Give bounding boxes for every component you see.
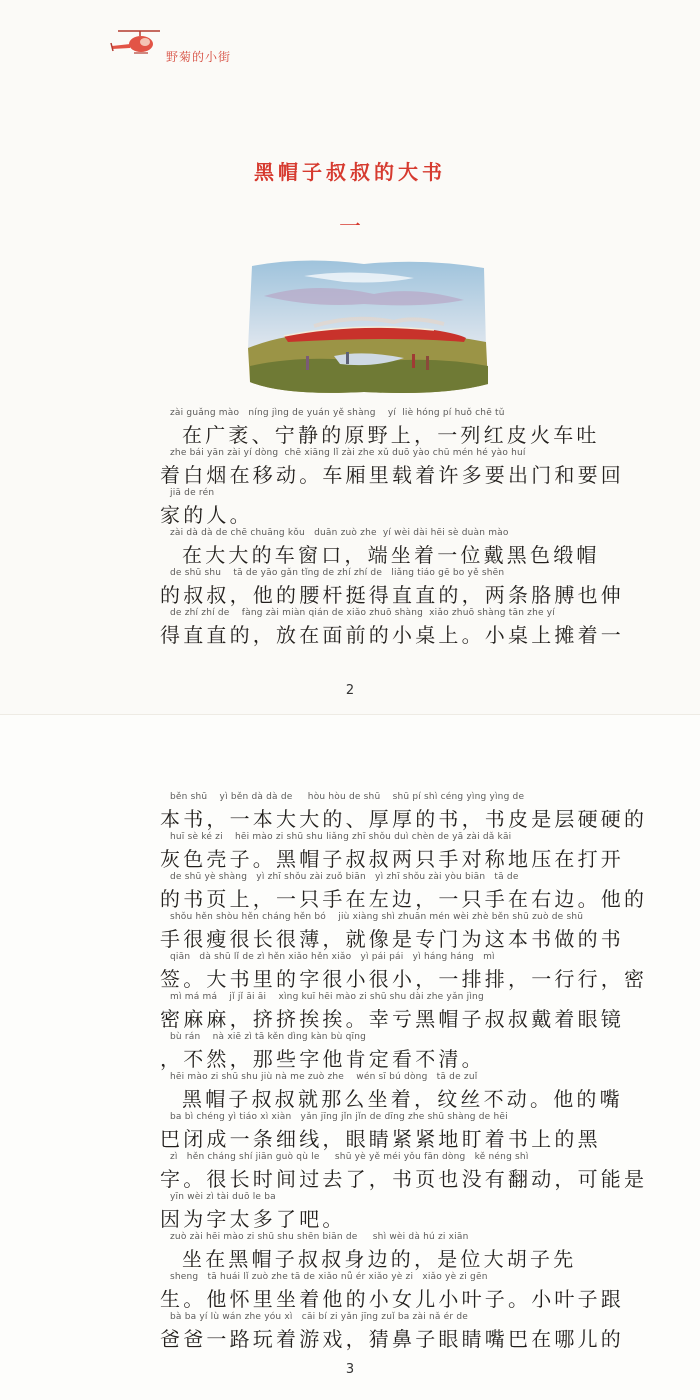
hanzi-line: 爸爸一路玩着游戏，猜鼻子眼睛嘴巴在哪儿的: [160, 1327, 624, 1351]
page-right: [0, 715, 700, 1400]
pinyin-line: de zhí zhí de fàng zài miàn qián de xiǎo zhuō shàng xiǎo zhuō shàng tān zhe yí: [170, 608, 556, 618]
pinyin-line: běn shū yì běn dà dà de hòu hòu de shū shū pí shì céng yìng yìng de: [170, 792, 525, 802]
pinyin-line: zài dà dà de chē chuāng kǒu duān zuò zhe yí wèi dài hēi sè duàn mào: [170, 528, 509, 538]
hanzi-line: ，不然，那些字他肯定看不清。: [160, 1047, 485, 1071]
hanzi-line: 黑帽子叔叔就那么坐着，纹丝不动。他的嘴: [182, 1087, 623, 1111]
hanzi-line: 的书页上，一只手在左边，一只手在右边。他的: [160, 887, 648, 911]
pinyin-line: yīn wèi zì tài duō le ba: [170, 1192, 276, 1202]
pinyin-line: zài guǎng mào níng jìng de yuán yě shàng yí liè hóng pí huǒ chē tǔ: [170, 408, 505, 418]
pinyin-line: mì má má jǐ jǐ āi āi xìng kuī hēi mào zi shū shu dài zhe yǎn jìng: [170, 992, 484, 1002]
text-line: [160, 872, 648, 912]
text-line: [160, 448, 624, 488]
pinyin-line: de shū yè shàng yì zhī shǒu zài zuǒ biān yì zhī shǒu zài yòu biān tā de: [170, 872, 519, 882]
train-illustration: [244, 256, 490, 396]
text-line: [160, 1192, 560, 1232]
text-line: [160, 952, 648, 992]
hanzi-line: 因为字太多了吧。: [160, 1207, 346, 1231]
text-line: [160, 1232, 577, 1272]
text-line: [160, 568, 624, 608]
pinyin-line: huī sè ké zi hēi mào zi shū shu liǎng zhī shǒu duì chèn de yā zài dǎ kāi: [170, 832, 512, 842]
text-line: [160, 992, 624, 1032]
text-block-page-3: [160, 792, 648, 1352]
hanzi-line: 灰色壳子。黑帽子叔叔两只手对称地压在打开: [160, 847, 624, 871]
text-line: [160, 912, 624, 952]
pinyin-line: bà ba yí lù wán zhe yóu xì cāi bí zi yǎn jīng zuǐ ba zài nǎ ér de: [170, 1312, 468, 1322]
pinyin-line: shǒu hěn shòu hěn cháng hěn bó jiù xiàng shì zhuān mén wèi zhè běn shū zuò de shū: [170, 912, 584, 922]
hanzi-line: 本书，一本大大的、厚厚的书，书皮是层硬硬的: [160, 807, 648, 831]
pinyin-line: hēi mào zi shū shu jiù nà me zuò zhe wén sī bú dòng tā de zuǐ: [170, 1072, 478, 1082]
hanzi-line: 生。他怀里坐着他的小女儿小叶子。小叶子跟: [160, 1287, 624, 1311]
pinyin-line: zì hěn cháng shí jiān guò qù le shū yè yě méi yǒu fān dòng kě néng shì: [170, 1152, 529, 1162]
hanzi-line: 得直直的，放在面前的小桌上。小桌上摊着一: [160, 623, 624, 647]
header-label: 野菊的小街: [166, 50, 232, 64]
pinyin-line: bù rán nà xiē zì tā kěn dìng kàn bù qīng: [170, 1032, 367, 1042]
helicopter-icon: [108, 24, 168, 64]
page-number: 3: [345, 1362, 355, 1377]
hanzi-line: 家的人。: [160, 503, 253, 527]
hanzi-line: 字。很长时间过去了，书页也没有翻动，可能是: [160, 1167, 648, 1191]
hanzi-line: 坐在黑帽子叔叔身边的，是位大胡子先: [182, 1247, 577, 1271]
pinyin-line: zhe bái yān zài yí dòng chē xiāng lǐ zài zhe xǔ duō yào chū mén hé yào huí: [170, 448, 526, 458]
pinyin-line: zuò zài hēi mào zi shū shu shēn biān de shì wèi dà hú zi xiān: [170, 1232, 469, 1242]
hanzi-line: 在大大的车窗口，端坐着一位戴黑色缎帽: [182, 543, 600, 567]
hanzi-line: 着白烟在移动。车厢里载着许多要出门和要回: [160, 463, 624, 487]
hanzi-line: 在广袤、宁静的原野上，一列红皮火车吐: [182, 423, 600, 447]
text-line: [160, 1312, 624, 1352]
hanzi-line: 手很瘦很长很薄，就像是专门为这本书做的书: [160, 927, 624, 951]
page-number: 2: [345, 683, 355, 698]
text-line: [160, 832, 624, 872]
hanzi-line: 签。大书里的字很小很小，一排排，一行行，密: [160, 967, 648, 991]
pinyin-line: jiā de rén: [170, 488, 215, 498]
text-line: [160, 1272, 624, 1312]
hanzi-line: 的叔叔，他的腰杆挺得直直的，两条胳膊也伸: [160, 583, 624, 607]
text-line: [160, 608, 624, 648]
pinyin-line: qiān dà shū lǐ de zì hěn xiǎo hěn xiǎo yì pái pái yì háng háng mì: [170, 952, 495, 962]
text-block-page-2: [160, 408, 624, 648]
section-number: 一: [338, 215, 361, 240]
hanzi-line: 巴闭成一条细线，眼睛紧紧地盯着书上的黑: [160, 1127, 601, 1151]
text-line: [160, 528, 600, 568]
text-line: [160, 1072, 623, 1112]
text-line: [160, 488, 560, 528]
running-header: [108, 24, 268, 64]
hanzi-line: 密麻麻，挤挤挨挨。幸亏黑帽子叔叔戴着眼镜: [160, 1007, 624, 1031]
pinyin-line: sheng tā huái lǐ zuò zhe tā de xiǎo nǚ ér xiǎo yè zi xiǎo yè zi gēn: [170, 1272, 488, 1282]
text-line: [160, 1152, 648, 1192]
text-line: [160, 1112, 601, 1152]
pinyin-line: de shū shu tā de yāo gǎn tǐng de zhí zhí de liǎng tiáo gē bo yě shēn: [170, 568, 505, 578]
text-line: [160, 408, 600, 448]
text-line: [160, 1032, 560, 1072]
text-line: [160, 792, 648, 832]
story-title: 黑帽子叔叔的大书: [254, 160, 446, 184]
pinyin-line: ba bì chéng yì tiáo xì xiàn yǎn jīng jǐn jǐn de dīng zhe shū shàng de hēi: [170, 1112, 508, 1122]
